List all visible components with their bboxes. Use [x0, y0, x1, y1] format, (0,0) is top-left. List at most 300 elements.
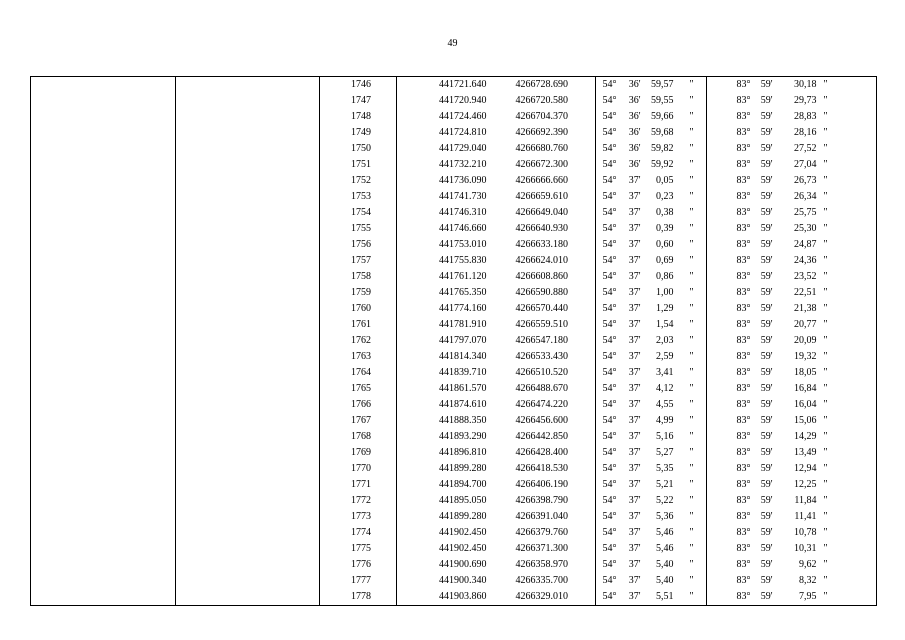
longitude-seconds: 21,38	[794, 303, 817, 314]
blank-cell	[31, 397, 176, 413]
longitude-degrees: 83°	[707, 253, 751, 269]
x-coordinate: 441839.710	[439, 367, 487, 378]
blank-cell	[31, 573, 176, 589]
blank-cell	[176, 157, 320, 173]
latitude-minutes: 37'	[628, 223, 641, 234]
y-coordinate: 4266406.190	[487, 477, 596, 493]
longitude-seconds: 10,31	[794, 543, 817, 554]
longitude-seconds-mark: "	[819, 573, 877, 589]
blank-cell	[31, 333, 176, 349]
x-coordinate: 441746.660	[439, 223, 487, 234]
y-coordinate: 4266570.440	[487, 301, 596, 317]
point-number: 1774	[320, 525, 397, 541]
y-coordinate: 4266704.370	[487, 109, 596, 125]
longitude-seconds: 19,32	[794, 351, 817, 362]
longitude-degrees: 83°	[707, 301, 751, 317]
point-number: 1770	[320, 461, 397, 477]
longitude-minutes: 59'	[760, 543, 773, 554]
blank-cell	[176, 445, 320, 461]
longitude-seconds-mark: "	[819, 429, 877, 445]
longitude-minutes: 59'	[760, 351, 773, 362]
blank-cell	[176, 141, 320, 157]
longitude-minutes: 59'	[760, 527, 773, 538]
longitude-minutes: 59'	[760, 287, 773, 298]
latitude-seconds: 0,23	[656, 191, 674, 202]
longitude-seconds-mark: "	[819, 221, 877, 237]
longitude-seconds-mark: "	[819, 333, 877, 349]
blank-cell	[31, 93, 176, 109]
longitude-minutes: 59'	[760, 495, 773, 506]
point-number: 1776	[320, 557, 397, 573]
table-row	[31, 573, 877, 589]
longitude-minutes: 59'	[760, 335, 773, 346]
blank-cell	[176, 253, 320, 269]
latitude-degrees: 54°	[596, 77, 617, 94]
blank-cell	[176, 173, 320, 189]
x-coordinate: 441893.290	[439, 431, 487, 442]
latitude-minutes: 37'	[628, 415, 641, 426]
table-row	[31, 221, 877, 237]
longitude-seconds: 9,62	[799, 559, 817, 570]
x-coordinate: 441729.040	[439, 143, 487, 154]
latitude-seconds: 4,99	[656, 415, 674, 426]
blank-cell	[176, 109, 320, 125]
latitude-degrees: 54°	[602, 271, 617, 282]
y-coordinate: 4266474.220	[487, 397, 596, 413]
longitude-degrees: 83°	[707, 285, 751, 301]
point-number: 1748	[320, 109, 397, 125]
x-coordinate: 441899.280	[439, 511, 487, 522]
y-coordinate: 4266428.400	[487, 445, 596, 461]
y-coordinate: 4266379.760	[487, 525, 596, 541]
y-coordinate: 4266418.530	[487, 461, 596, 477]
blank-cell	[31, 77, 176, 94]
y-coordinate: 4266659.610	[487, 189, 596, 205]
coordinates-table	[30, 76, 877, 606]
latitude-degrees: 54°	[602, 367, 617, 378]
blank-cell	[176, 573, 320, 589]
latitude-seconds-mark: "	[689, 239, 694, 250]
latitude-degrees: 54°	[602, 447, 617, 458]
longitude-minutes: 59'	[760, 95, 773, 106]
blank-cell	[31, 109, 176, 125]
longitude-seconds-mark: "	[819, 493, 877, 509]
y-coordinate: 4266371.300	[487, 541, 596, 557]
latitude-seconds-mark: "	[689, 223, 694, 234]
latitude-minutes: 37'	[628, 495, 641, 506]
longitude-seconds: 13,49	[794, 447, 817, 458]
latitude-seconds: 3,41	[656, 367, 674, 378]
longitude-minutes: 59'	[760, 319, 773, 330]
latitude-seconds: 5,22	[656, 495, 674, 506]
longitude-minutes: 59'	[760, 207, 773, 218]
x-coordinate: 441761.120	[439, 271, 487, 282]
latitude-seconds-mark: "	[689, 95, 694, 106]
x-coordinate: 441894.700	[439, 479, 487, 490]
longitude-seconds: 8,32	[799, 575, 817, 586]
latitude-seconds-mark: "	[689, 511, 694, 522]
blank-cell	[31, 557, 176, 573]
longitude-seconds: 30,18	[773, 77, 819, 94]
point-number: 1752	[320, 173, 397, 189]
longitude-seconds-mark: "	[819, 589, 877, 606]
latitude-minutes: 36'	[628, 95, 641, 106]
longitude-seconds-mark: "	[819, 173, 877, 189]
table-row	[31, 237, 877, 253]
latitude-seconds-mark: "	[689, 159, 694, 170]
latitude-seconds: 5,16	[656, 431, 674, 442]
blank-cell	[176, 333, 320, 349]
y-coordinate: 4266398.790	[487, 493, 596, 509]
latitude-degrees: 54°	[602, 95, 617, 106]
longitude-seconds: 26,73	[794, 175, 817, 186]
y-coordinate: 4266559.510	[487, 317, 596, 333]
latitude-seconds-mark: "	[689, 495, 694, 506]
blank-cell	[176, 557, 320, 573]
latitude-degrees: 54°	[602, 159, 617, 170]
longitude-minutes: 59'	[751, 77, 773, 94]
blank-cell	[31, 237, 176, 253]
blank-cell	[176, 269, 320, 285]
latitude-seconds: 0,38	[656, 207, 674, 218]
table-row	[31, 381, 877, 397]
point-number: 1766	[320, 397, 397, 413]
longitude-degrees: 83°	[707, 93, 751, 109]
blank-cell	[31, 125, 176, 141]
longitude-degrees: 83°	[707, 397, 751, 413]
blank-cell	[31, 253, 176, 269]
table-row	[31, 141, 877, 157]
latitude-seconds: 0,60	[656, 239, 674, 250]
table-row	[31, 589, 877, 606]
y-coordinate: 4266547.180	[487, 333, 596, 349]
longitude-minutes: 59'	[760, 223, 773, 234]
longitude-seconds: 27,04	[794, 159, 817, 170]
longitude-degrees: 83°	[707, 333, 751, 349]
longitude-degrees: 83°	[707, 109, 751, 125]
latitude-seconds-mark: "	[689, 191, 694, 202]
longitude-degrees: 83°	[707, 189, 751, 205]
longitude-minutes: 59'	[760, 303, 773, 314]
y-coordinate: 4266391.040	[487, 509, 596, 525]
longitude-seconds: 12,25	[794, 479, 817, 490]
latitude-minutes: 37'	[628, 351, 641, 362]
longitude-degrees: 83°	[707, 413, 751, 429]
longitude-minutes: 59'	[760, 383, 773, 394]
latitude-seconds-mark: "	[689, 271, 694, 282]
point-number: 1772	[320, 493, 397, 509]
blank-cell	[31, 141, 176, 157]
blank-cell	[31, 173, 176, 189]
longitude-minutes: 59'	[760, 271, 773, 282]
latitude-seconds-mark: "	[689, 559, 694, 570]
y-coordinate: 4266680.760	[487, 141, 596, 157]
y-coordinate: 4266692.390	[487, 125, 596, 141]
blank-cell	[31, 189, 176, 205]
point-number: 1746	[320, 77, 397, 94]
latitude-minutes: 37'	[628, 319, 641, 330]
latitude-minutes: 37'	[628, 271, 641, 282]
longitude-degrees: 83°	[707, 573, 751, 589]
longitude-seconds: 28,16	[794, 127, 817, 138]
latitude-seconds: 59,68	[651, 127, 674, 138]
x-coordinate: 441746.310	[439, 207, 487, 218]
longitude-seconds: 20,77	[794, 319, 817, 330]
table-row	[31, 525, 877, 541]
latitude-seconds: 4,12	[656, 383, 674, 394]
x-coordinate: 441888.350	[439, 415, 487, 426]
latitude-degrees: 54°	[602, 351, 617, 362]
blank-cell	[31, 445, 176, 461]
latitude-seconds-mark: "	[689, 527, 694, 538]
longitude-minutes: 59'	[760, 143, 773, 154]
latitude-degrees: 54°	[602, 575, 617, 586]
latitude-seconds-mark: "	[675, 589, 707, 606]
longitude-minutes: 59'	[760, 511, 773, 522]
y-coordinate: 4266456.600	[487, 413, 596, 429]
table-row	[31, 397, 877, 413]
x-coordinate: 441724.460	[439, 111, 487, 122]
blank-cell	[176, 541, 320, 557]
latitude-minutes: 37'	[628, 367, 641, 378]
longitude-seconds: 23,52	[794, 271, 817, 282]
longitude-minutes: 59'	[760, 159, 773, 170]
latitude-degrees: 54°	[602, 143, 617, 154]
latitude-seconds-mark: "	[689, 367, 694, 378]
latitude-minutes: 37'	[628, 447, 641, 458]
blank-cell	[31, 285, 176, 301]
longitude-degrees: 83°	[707, 141, 751, 157]
point-number: 1749	[320, 125, 397, 141]
table-row	[31, 157, 877, 173]
point-number: 1768	[320, 429, 397, 445]
longitude-seconds: 14,29	[794, 431, 817, 442]
longitude-seconds-mark: "	[819, 509, 877, 525]
x-coordinate: 441755.830	[439, 255, 487, 266]
y-coordinate: 4266533.430	[487, 349, 596, 365]
latitude-seconds-mark: "	[689, 127, 694, 138]
latitude-minutes: 36'	[628, 111, 641, 122]
x-coordinate: 441765.350	[439, 287, 487, 298]
longitude-seconds: 27,52	[794, 143, 817, 154]
latitude-degrees: 54°	[602, 223, 617, 234]
latitude-seconds-mark: "	[689, 575, 694, 586]
table-row	[31, 125, 877, 141]
latitude-seconds-mark: "	[689, 447, 694, 458]
blank-cell	[176, 285, 320, 301]
point-number: 1763	[320, 349, 397, 365]
blank-cell	[176, 349, 320, 365]
blank-cell	[31, 509, 176, 525]
longitude-seconds: 25,30	[794, 223, 817, 234]
longitude-seconds: 15,06	[794, 415, 817, 426]
longitude-degrees: 83°	[707, 381, 751, 397]
longitude-degrees: 83°	[707, 589, 751, 606]
latitude-degrees: 54°	[602, 319, 617, 330]
y-coordinate: 4266720.580	[487, 93, 596, 109]
latitude-minutes: 36'	[617, 77, 641, 94]
latitude-minutes: 36'	[628, 127, 641, 138]
table-row	[31, 173, 877, 189]
x-coordinate: 441741.730	[439, 191, 487, 202]
latitude-minutes: 37'	[628, 463, 641, 474]
latitude-seconds: 1,00	[656, 287, 674, 298]
longitude-seconds-mark: "	[819, 557, 877, 573]
latitude-degrees: 54°	[602, 383, 617, 394]
longitude-seconds-mark: "	[819, 125, 877, 141]
table-row	[31, 317, 877, 333]
latitude-minutes: 37'	[628, 335, 641, 346]
longitude-minutes: 59'	[760, 479, 773, 490]
table-row	[31, 189, 877, 205]
longitude-degrees: 83°	[707, 525, 751, 541]
blank-cell	[31, 381, 176, 397]
longitude-seconds-mark: "	[819, 461, 877, 477]
point-number: 1773	[320, 509, 397, 525]
point-number: 1762	[320, 333, 397, 349]
y-coordinate: 4266590.880	[487, 285, 596, 301]
latitude-degrees: 54°	[602, 511, 617, 522]
longitude-degrees: 83°	[707, 461, 751, 477]
longitude-seconds: 11,84	[794, 495, 817, 506]
latitude-minutes: 37'	[628, 303, 641, 314]
blank-cell	[176, 77, 320, 94]
longitude-seconds-mark: "	[819, 397, 877, 413]
x-coordinate: 441896.810	[439, 447, 487, 458]
blank-cell	[176, 509, 320, 525]
y-coordinate: 4266633.180	[487, 237, 596, 253]
latitude-degrees: 54°	[602, 415, 617, 426]
blank-cell	[31, 349, 176, 365]
latitude-seconds: 4,55	[656, 399, 674, 410]
latitude-seconds-mark: "	[689, 207, 694, 218]
table-row	[31, 493, 877, 509]
y-coordinate: 4266672.300	[487, 157, 596, 173]
blank-cell	[31, 493, 176, 509]
x-coordinate: 441899.280	[439, 463, 487, 474]
latitude-seconds-mark: "	[689, 287, 694, 298]
longitude-seconds: 24,87	[794, 239, 817, 250]
latitude-seconds: 5,40	[656, 559, 674, 570]
latitude-seconds-mark: "	[689, 255, 694, 266]
latitude-minutes: 37'	[628, 383, 641, 394]
table-row	[31, 461, 877, 477]
latitude-minutes: 37'	[628, 511, 641, 522]
latitude-seconds: 5,40	[656, 575, 674, 586]
y-coordinate: 4266728.690	[487, 77, 596, 94]
longitude-degrees: 83°	[707, 557, 751, 573]
longitude-seconds: 26,34	[794, 191, 817, 202]
blank-cell	[176, 93, 320, 109]
blank-cell	[176, 189, 320, 205]
latitude-seconds-mark: "	[689, 415, 694, 426]
longitude-minutes: 59'	[760, 191, 773, 202]
latitude-degrees: 54°	[596, 589, 617, 606]
longitude-degrees: 83°	[707, 541, 751, 557]
blank-cell	[176, 493, 320, 509]
latitude-seconds: 59,92	[651, 159, 674, 170]
blank-cell	[31, 589, 176, 606]
latitude-degrees: 54°	[602, 287, 617, 298]
blank-cell	[31, 477, 176, 493]
longitude-seconds-mark: "	[819, 365, 877, 381]
blank-cell	[31, 541, 176, 557]
longitude-minutes: 59'	[760, 239, 773, 250]
blank-cell	[176, 525, 320, 541]
y-coordinate: 4266358.970	[487, 557, 596, 573]
longitude-degrees: 83°	[707, 173, 751, 189]
blank-cell	[31, 317, 176, 333]
table-row	[31, 477, 877, 493]
x-coordinate: 441895.050	[439, 495, 487, 506]
longitude-seconds-mark: "	[819, 349, 877, 365]
latitude-degrees: 54°	[602, 559, 617, 570]
point-number: 1764	[320, 365, 397, 381]
point-number: 1756	[320, 237, 397, 253]
table-row	[31, 445, 877, 461]
longitude-degrees: 83°	[707, 237, 751, 253]
longitude-degrees: 83°	[707, 349, 751, 365]
latitude-minutes: 37'	[628, 479, 641, 490]
latitude-degrees: 54°	[602, 463, 617, 474]
latitude-degrees: 54°	[602, 495, 617, 506]
longitude-seconds-mark: "	[819, 109, 877, 125]
y-coordinate: 4266624.010	[487, 253, 596, 269]
latitude-seconds: 5,51	[641, 589, 675, 606]
table-row	[31, 205, 877, 221]
longitude-seconds-mark: "	[819, 141, 877, 157]
y-coordinate: 4266335.700	[487, 573, 596, 589]
longitude-minutes: 59'	[760, 175, 773, 186]
blank-cell	[31, 525, 176, 541]
x-coordinate: 441732.210	[439, 159, 487, 170]
x-coordinate: 441753.010	[439, 239, 487, 250]
blank-cell	[176, 205, 320, 221]
table-row	[31, 541, 877, 557]
longitude-degrees: 83°	[707, 493, 751, 509]
longitude-minutes: 59'	[760, 127, 773, 138]
longitude-minutes: 59'	[751, 589, 773, 606]
longitude-seconds: 7,95	[773, 589, 819, 606]
blank-cell	[176, 429, 320, 445]
x-coordinate: 441861.570	[439, 383, 487, 394]
point-number: 1758	[320, 269, 397, 285]
longitude-seconds: 20,09	[794, 335, 817, 346]
blank-cell	[176, 317, 320, 333]
latitude-seconds-mark: "	[689, 463, 694, 474]
blank-cell	[31, 157, 176, 173]
longitude-seconds-mark: "	[819, 205, 877, 221]
longitude-degrees: 83°	[707, 477, 751, 493]
latitude-seconds: 0,05	[656, 175, 674, 186]
x-coordinate: 441736.090	[439, 175, 487, 186]
latitude-seconds: 2,59	[656, 351, 674, 362]
latitude-seconds-mark: "	[675, 77, 707, 94]
x-coordinate: 441724.810	[439, 127, 487, 138]
latitude-seconds: 5,27	[656, 447, 674, 458]
longitude-degrees: 83°	[707, 509, 751, 525]
latitude-minutes: 37'	[628, 399, 641, 410]
blank-cell	[176, 237, 320, 253]
latitude-degrees: 54°	[602, 239, 617, 250]
latitude-degrees: 54°	[602, 399, 617, 410]
y-coordinate: 4266640.930	[487, 221, 596, 237]
blank-cell	[176, 413, 320, 429]
x-coordinate: 441720.940	[439, 95, 487, 106]
blank-cell	[176, 125, 320, 141]
latitude-seconds: 0,69	[656, 255, 674, 266]
longitude-seconds-mark: "	[819, 413, 877, 429]
